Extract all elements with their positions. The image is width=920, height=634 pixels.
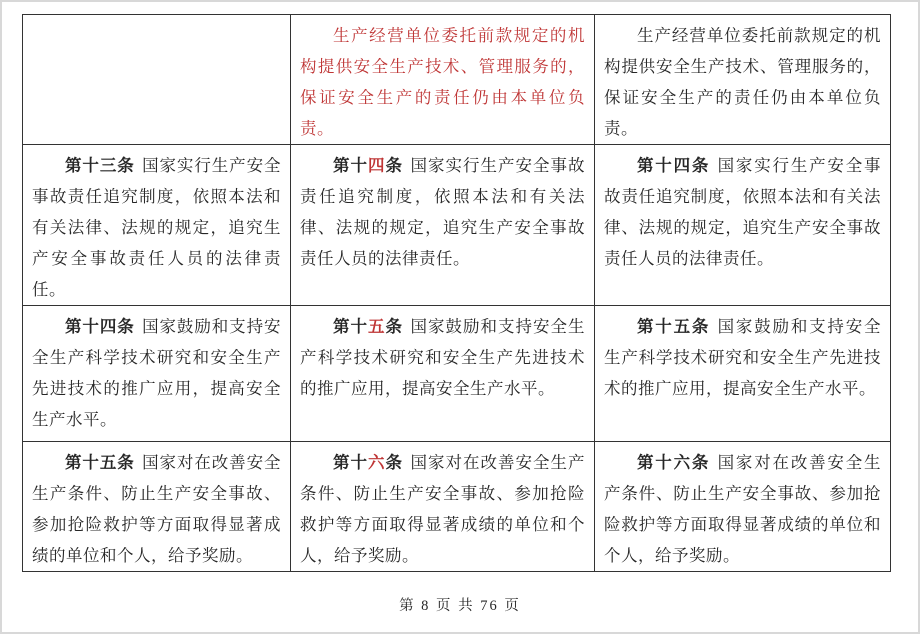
table-cell-amendment bbox=[291, 306, 595, 442]
article-text: 国家实行生产安全事故责任追究制度，依照本法和有关法律、法规的规定，追究生产安全事故责任人员的法律责任。 bbox=[604, 156, 882, 268]
article-number: 第十三条 bbox=[65, 156, 135, 175]
article-text: 国家对在改善安全生产条件、防止生产安全事故、参加抢险救护等方面取得显著成绩的单位和个人，给予奖励。 bbox=[32, 453, 282, 565]
clause-text: 生产经营单位委托前款规定的机构提供安全生产技术、管理服务的，保证安全生产的责任仍由本单位负责。 bbox=[604, 26, 881, 138]
article-number-changed-char: 六 bbox=[368, 453, 386, 472]
article-text: 国家鼓励和支持安全生产科学技术研究和安全生产先进技术的推广应用，提高安全生产水平。 bbox=[32, 317, 282, 429]
table-cell-new-law bbox=[595, 145, 891, 306]
article-number: 第十五条 bbox=[65, 453, 135, 472]
table-cell-amendment bbox=[291, 442, 595, 572]
article-paragraph bbox=[300, 311, 585, 404]
table-cell-old-law bbox=[23, 306, 291, 442]
article-text: 国家鼓励和支持安全生产科学技术研究和安全生产先进技术的推广应用，提高安全生产水平。 bbox=[604, 317, 882, 398]
article-number bbox=[333, 317, 403, 336]
article-paragraph bbox=[32, 311, 281, 435]
article-number-prefix: 第十 bbox=[333, 453, 369, 472]
table-cell-old-law bbox=[23, 145, 291, 306]
page-number-indicator: 第 8 页 共 76 页 bbox=[399, 598, 521, 614]
table-cell-amendment bbox=[291, 145, 595, 306]
article-number-suffix: 条 bbox=[385, 317, 404, 336]
article-number-changed-char: 四 bbox=[368, 156, 386, 175]
table-row bbox=[23, 145, 891, 306]
article-paragraph bbox=[32, 150, 281, 305]
article-number bbox=[333, 453, 403, 472]
article-text: 国家对在改善安全生产条件、防止生产安全事故、参加抢险救护等方面取得显著成绩的单位和个人，给予奖励。 bbox=[300, 453, 586, 565]
table-row bbox=[23, 442, 891, 572]
table-cell-amendment bbox=[291, 15, 595, 145]
article-number-prefix: 第十 bbox=[333, 156, 369, 175]
table-cell-new-law bbox=[595, 306, 891, 442]
article-paragraph bbox=[32, 447, 281, 571]
law-comparison-table bbox=[22, 14, 891, 572]
article-number-prefix: 第十 bbox=[333, 317, 369, 336]
article-number-suffix: 条 bbox=[385, 453, 404, 472]
article-number-changed-char: 五 bbox=[368, 317, 386, 336]
article-paragraph bbox=[604, 447, 881, 571]
article-text: 国家鼓励和支持安全生产科学技术研究和安全生产先进技术的推广应用，提高安全生产水平。 bbox=[300, 317, 586, 398]
clause-paragraph bbox=[604, 20, 881, 144]
table-row bbox=[23, 15, 891, 145]
article-number: 第十五条 bbox=[637, 317, 711, 336]
table-cell-new-law bbox=[595, 15, 891, 145]
article-text: 国家对在改善安全生产条件、防止生产安全事故、参加抢险救护等方面取得显著成绩的单位和个人，给予奖励。 bbox=[604, 453, 882, 565]
article-paragraph bbox=[604, 311, 881, 404]
article-text: 国家实行生产安全事故责任追究制度，依照本法和有关法律、法规的规定，追究生产安全事故责任人员的法律责任。 bbox=[32, 156, 282, 299]
article-number: 第十四条 bbox=[65, 317, 135, 336]
clause-paragraph bbox=[300, 20, 585, 144]
article-paragraph bbox=[604, 150, 881, 274]
table-row bbox=[23, 306, 891, 442]
article-number: 第十四条 bbox=[637, 156, 711, 175]
article-number: 第十六条 bbox=[637, 453, 711, 472]
article-paragraph bbox=[300, 447, 585, 571]
article-number-suffix: 条 bbox=[385, 156, 404, 175]
table-cell-old-law bbox=[23, 15, 291, 145]
article-paragraph bbox=[300, 150, 585, 274]
table-cell-old-law bbox=[23, 442, 291, 572]
clause-text: 生产经营单位委托前款规定的机构提供安全生产技术、管理服务的，保证安全生产的责任仍由本单位负责。 bbox=[300, 26, 585, 138]
article-text: 国家实行生产安全事故责任追究制度，依照本法和有关法律、法规的规定，追究生产安全事故责任人员的法律责任。 bbox=[300, 156, 586, 268]
article-number bbox=[333, 156, 403, 175]
table-cell-new-law bbox=[595, 442, 891, 572]
